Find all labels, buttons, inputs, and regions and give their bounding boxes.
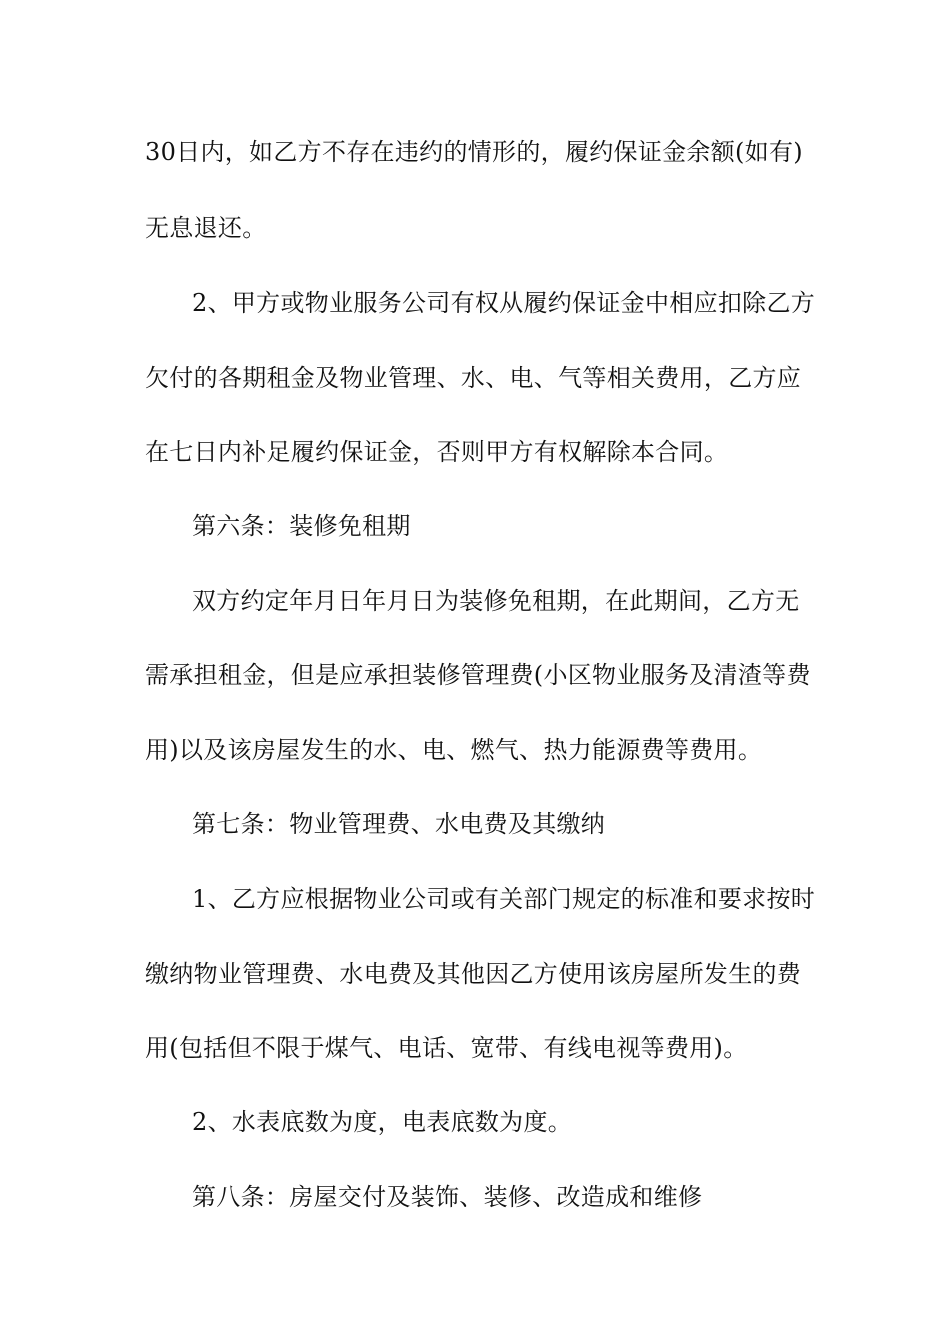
paragraph-line: 用(包括但不限于煤气、电话、宽带、有线电视等费用)。 [145, 1034, 748, 1062]
paragraph-line: 用)以及该房屋发生的水、电、燃气、热力能源费等费用。 [145, 736, 763, 764]
paragraph-line: 1、乙方应根据物业公司或有关部门规定的标准和要求按时 [192, 885, 816, 913]
section-heading: 第八条：房屋交付及装饰、装修、改造成和维修 [192, 1183, 703, 1211]
paragraph-line: 2、水表底数为度，电表底数为度。 [192, 1108, 573, 1136]
paragraph-line: 30日内，如乙方不存在违约的情形的，履约保证金余额(如有) [145, 138, 803, 166]
paragraph-line: 2、甲方或物业服务公司有权从履约保证金中相应扣除乙方 [192, 289, 816, 317]
paragraph-line: 缴纳物业管理费、水电费及其他因乙方使用该房屋所发生的费 [145, 960, 802, 988]
paragraph-line: 欠付的各期租金及物业管理、水、电、气等相关费用，乙方应 [145, 364, 802, 392]
paragraph-line: 双方约定年月日年月日为装修免租期，在此期间，乙方无 [192, 587, 800, 615]
paragraph-line: 无息退还。 [145, 214, 267, 242]
paragraph-line: 需承担租金，但是应承担装修管理费(小区物业服务及清渣等费 [145, 661, 811, 689]
section-heading: 第六条：装修免租期 [192, 512, 411, 540]
paragraph-line: 在七日内补足履约保证金，否则甲方有权解除本合同。 [145, 438, 729, 466]
section-heading: 第七条：物业管理费、水电费及其缴纳 [192, 810, 606, 838]
